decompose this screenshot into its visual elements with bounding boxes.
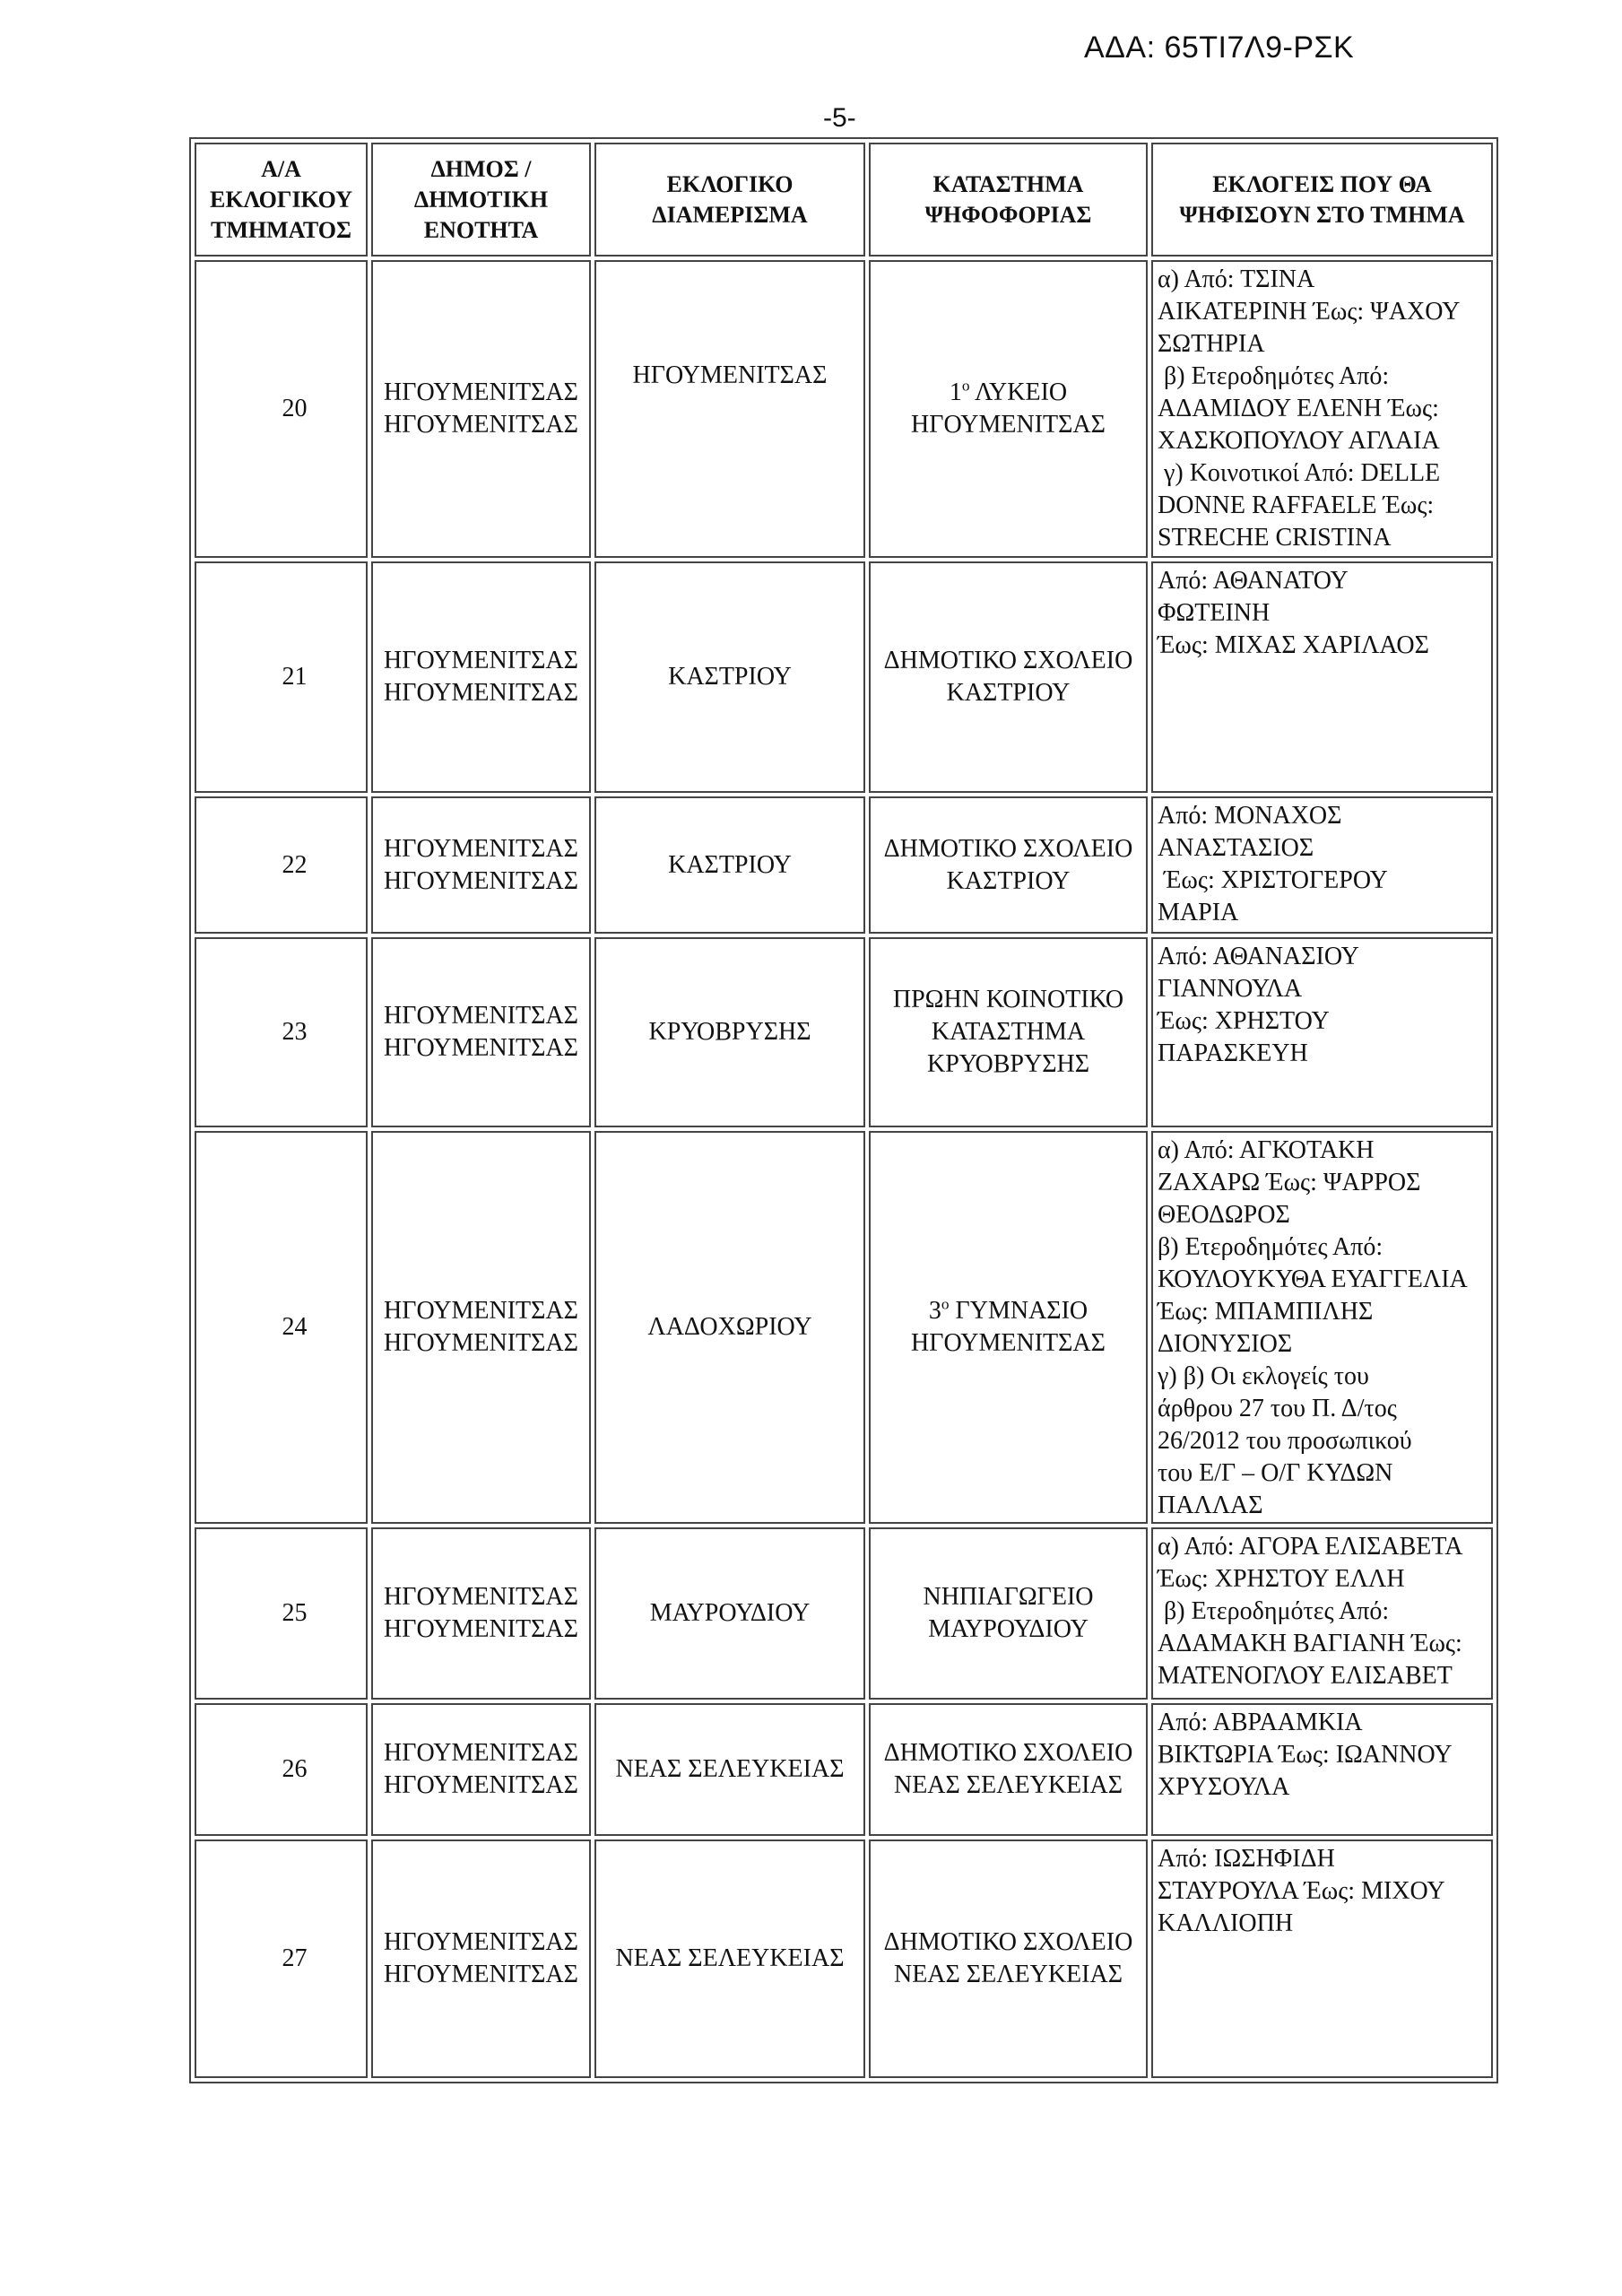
voters-cell: α) Από: ΑΓΚΟΤΑΚΗ ΖΑΧΑΡΩ Έως: ΨΑΡΡΟΣ ΘΕΟΔΩΡΟΣ β) Ετεροδημότες Από: ΚΟΥΛΟΥΚΥΘΑ ΕΥΑΓΓΕΛΙΑ Έως: ΜΠΑΜΠΙΛΗΣ ΔΙΟΝΥΣΙΟΣ γ) β) Οι εκλογείς του άρθρου 27 του Π. Δ/τος 26/2012 του προσωπικού του Ε/Γ – Ο/Γ ΚΥΔΩΝ ΠΑΛΛΑΣ [1151,1131,1493,1524]
station-ordinal-suffix: ο [961,377,970,395]
polling-station-cell: ΔΗΜΟΤΙΚΟ ΣΧΟΛΕΙΟ ΚΑΣΤΡΙΟΥ [869,561,1148,793]
voters-cell: Από: ΜΟΝΑΧΟΣ ΑΝΑΣΤΑΣΙΟΣ Έως: ΧΡΙΣΤΟΓΕΡΟΥ ΜΑΡΙΑ [1151,796,1493,934]
station-ordinal: 1 [949,378,962,406]
polling-station-cell: ΝΗΠΙΑΓΩΓΕΙΟ ΜΑΥΡΟΥΔΙΟΥ [869,1527,1148,1700]
section-number-cell: 20 [195,260,368,558]
electoral-district-cell: ΝΕΑΣ ΣΕΛΕΥΚΕΙΑΣ [594,1839,865,2078]
column-header-voters: ΕΚΛΟΓΕΙΣ ΠΟΥ ΘΑ ΨΗΦΙΣΟΥΝ ΣΤΟ ΤΜΗΜΑ [1151,143,1493,257]
polling-station-cell: ΔΗΜΟΤΙΚΟ ΣΧΟΛΕΙΟ ΝΕΑΣ ΣΕΛΕΥΚΕΙΑΣ [869,1703,1148,1836]
section-number-cell: 23 [195,937,368,1127]
page-number: -5- [823,103,856,133]
column-header-electoral-district: ΕΚΛΟΓΙΚΟ ΔΙΑΜΕΡΙΣΜΑ [594,143,865,257]
table-row [195,1703,1493,1836]
polling-station-cell [869,1131,1148,1524]
voters-cell: Από: ΙΩΣΗΦΙΔΗ ΣΤΑΥΡΟΥΛΑ Έως: ΜΙΧΟΥ ΚΑΛΛΙΟΠΗ [1151,1839,1493,2078]
polling-station-cell: ΔΗΜΟΤΙΚΟ ΣΧΟΛΕΙΟ ΚΑΣΤΡΙΟΥ [869,796,1148,934]
polling-station-cell: ΔΗΜΟΤΙΚΟ ΣΧΟΛΕΙΟ ΝΕΑΣ ΣΕΛΕΥΚΕΙΑΣ [869,1839,1148,2078]
municipality-cell: ΗΓΟΥΜΕΝΙΤΣΑΣ ΗΓΟΥΜΕΝΙΤΣΑΣ [371,561,591,793]
table-row [195,1839,1493,2078]
column-header-polling-station: ΚΑΤΑΣΤΗΜΑ ΨΗΦΟΦΟΡΙΑΣ [869,143,1148,257]
electoral-district-cell: ΝΕΑΣ ΣΕΛΕΥΚΕΙΑΣ [594,1703,865,1836]
polling-sections-table [189,137,1498,2083]
section-number-cell: 25 [195,1527,368,1700]
section-number-cell: 22 [195,796,368,934]
electoral-district-cell: ΚΡΥΟΒΡΥΣΗΣ [594,937,865,1127]
municipality-cell: ΗΓΟΥΜΕΝΙΤΣΑΣ ΗΓΟΥΜΕΝΙΤΣΑΣ [371,1839,591,2078]
voters-cell: Από: ΑΘΑΝΑΤΟΥ ΦΩΤΕΙΝΗ Έως: ΜΙΧΑΣ ΧΑΡΙΛΑΟΣ [1151,561,1493,793]
municipality-cell: ΗΓΟΥΜΕΝΙΤΣΑΣ ΗΓΟΥΜΕΝΙΤΣΑΣ [371,937,591,1127]
station-name: ΛΥΚΕΙΟ [975,378,1068,406]
voters-cell: Από: ΑΘΑΝΑΣΙΟΥ ΓΙΑΝΝΟΥΛΑ Έως: ΧΡΗΣΤΟΥ ΠΑΡΑΣΚΕΥΗ [1151,937,1493,1127]
municipality-cell: ΗΓΟΥΜΕΝΙΤΣΑΣ ΗΓΟΥΜΕΝΙΤΣΑΣ [371,260,591,558]
voters-cell: α) Από: ΤΣΙΝΑ ΑΙΚΑΤΕΡΙΝΗ Έως: ΨΑΧΟΥ ΣΩΤΗΡΙΑ β) Ετεροδημότες Από: ΑΔΑΜΙΔΟΥ ΕΛΕΝΗ Έως: ΧΑΣΚΟΠΟΥΛΟΥ ΑΓΛΑΙΑ γ) Κοινοτικοί Από: DELLE DONNE RAFFAELE Έως: STRECHE CRISTINA [1151,260,1493,558]
polling-station-cell [869,260,1148,558]
electoral-district-cell: ΛΑΔΟΧΩΡΙΟΥ [594,1131,865,1524]
station-ordinal-suffix: ο [941,1295,950,1313]
station-ordinal: 3 [928,1297,941,1325]
section-number-cell: 21 [195,561,368,793]
electoral-district-cell: ΜΑΥΡΟΥΔΙΟΥ [594,1527,865,1700]
section-number-cell: 24 [195,1131,368,1524]
column-header-section-number: Α/Α ΕΚΛΟΓΙΚΟΥ ΤΜΗΜΑΤΟΣ [195,143,368,257]
table-row [195,260,1493,558]
table-row [195,1527,1493,1700]
voters-cell: Από: ΑΒΡΑΑΜΚΙΑ ΒΙΚΤΩΡΙΑ Έως: ΙΩΑΝΝΟΥ ΧΡΥΣΟΥΛΑ [1151,1703,1493,1836]
polling-station-cell: ΠΡΩΗΝ ΚΟΙΝΟΤΙΚΟ ΚΑΤΑΣΤΗΜΑ ΚΡΥΟΒΡΥΣΗΣ [869,937,1148,1127]
column-header-municipality: ΔΗΜΟΣ / ΔΗΜΟΤΙΚΗ ΕΝΟΤΗΤΑ [371,143,591,257]
table-header-row [195,143,1493,257]
section-number-cell: 27 [195,1839,368,2078]
voters-cell: α) Από: ΑΓΟΡΑ ΕΛΙΣΑΒΕΤΑ Έως: ΧΡΗΣΤΟΥ ΕΛΛΗ β) Ετεροδημότες Από: ΑΔΑΜΑΚΗ ΒΑΓΙΑΝΗ Έως: ΜΑΤΕΝΟΓΛΟΥ ΕΛΙΣΑΒΕΤ [1151,1527,1493,1700]
table-row [195,1131,1493,1524]
station-name: ΓΥΜΝΑΣΙΟ [955,1297,1089,1325]
station-location: ΗΓΟΥΜΕΝΙΤΣΑΣ [911,1329,1106,1357]
municipality-cell: ΗΓΟΥΜΕΝΙΤΣΑΣ ΗΓΟΥΜΕΝΙΤΣΑΣ [371,1131,591,1524]
electoral-district-cell: ΚΑΣΤΡΙΟΥ [594,796,865,934]
document-ada-code: ΑΔΑ: 65ΤΙ7Λ9-ΡΣΚ [1084,30,1355,65]
table-row [195,796,1493,934]
electoral-district-cell: ΗΓΟΥΜΕΝΙΤΣΑΣ [594,260,865,558]
station-location: ΗΓΟΥΜΕΝΙΤΣΑΣ [911,411,1106,439]
municipality-cell: ΗΓΟΥΜΕΝΙΤΣΑΣ ΗΓΟΥΜΕΝΙΤΣΑΣ [371,1703,591,1836]
section-number-cell: 26 [195,1703,368,1836]
table-row [195,937,1493,1127]
electoral-district-cell: ΚΑΣΤΡΙΟΥ [594,561,865,793]
municipality-cell: ΗΓΟΥΜΕΝΙΤΣΑΣ ΗΓΟΥΜΕΝΙΤΣΑΣ [371,796,591,934]
table-row [195,561,1493,793]
municipality-cell: ΗΓΟΥΜΕΝΙΤΣΑΣ ΗΓΟΥΜΕΝΙΤΣΑΣ [371,1527,591,1700]
